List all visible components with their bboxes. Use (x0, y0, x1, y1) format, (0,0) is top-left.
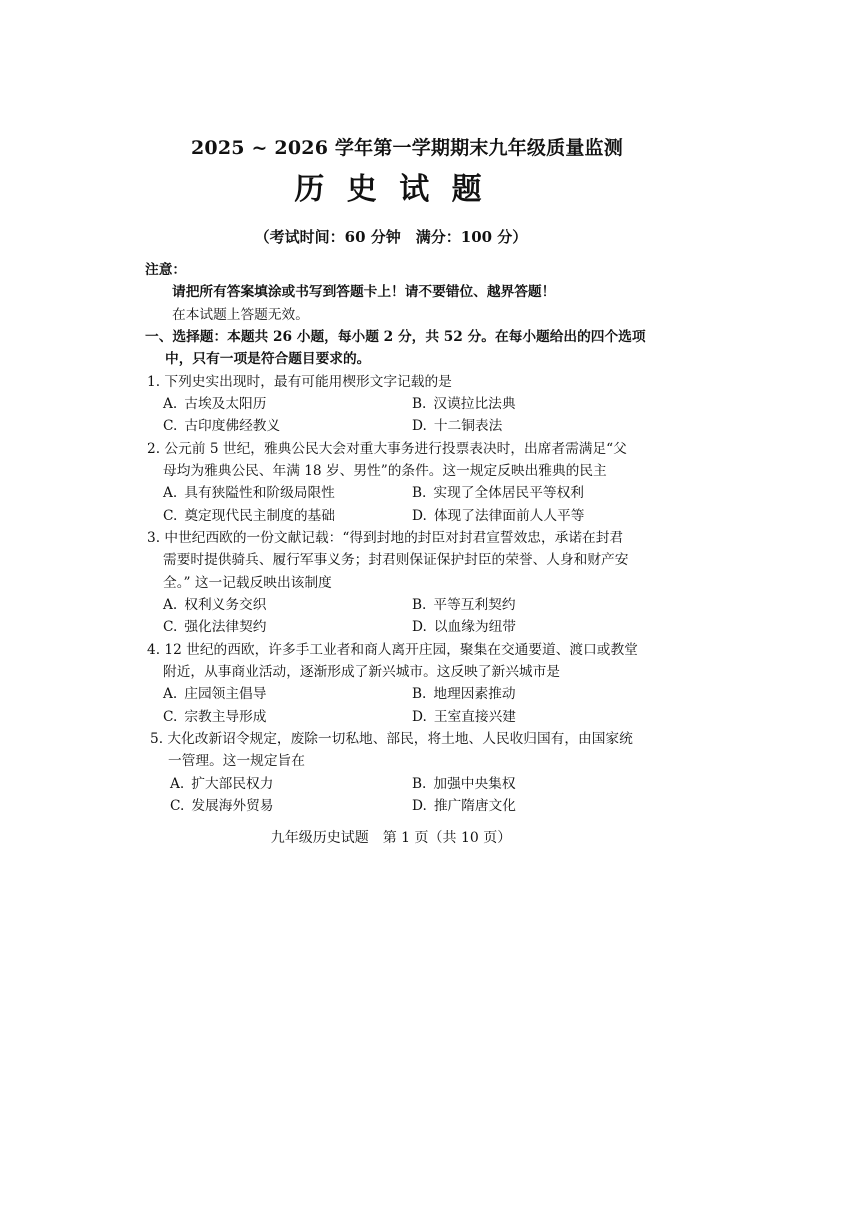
section-heading: 中，只有一项是符合题目要求的。 (165, 351, 371, 368)
option-d (412, 505, 661, 527)
exam-info: （考试时间：60 分钟 满分：100 分） (254, 228, 528, 246)
option-text: 推广隋唐文化 (433, 797, 516, 814)
question-stem: 全。” 这一记载反映出该制度 (163, 574, 332, 591)
option-label: B. (412, 686, 427, 703)
option-label: B. (412, 485, 427, 502)
option-label: D. (412, 619, 427, 636)
option-text: 古印度佛经教义 (184, 418, 281, 435)
option-text: 体现了法律面前人人平等 (433, 507, 585, 524)
option-text: 发展海外贸易 (191, 797, 274, 814)
options-row (145, 415, 705, 437)
option-text: 庄园领主倡导 (184, 686, 267, 703)
option-text: 汉谟拉比法典 (433, 395, 516, 412)
option-label: C. (163, 708, 178, 725)
option-label: A. (163, 596, 178, 613)
options-row (145, 482, 705, 504)
option-c (163, 415, 412, 437)
option-c (170, 795, 412, 817)
option-d (412, 795, 661, 817)
option-a (163, 482, 412, 504)
option-b (412, 773, 661, 795)
option-label: D. (412, 507, 427, 524)
option-d (412, 706, 661, 728)
option-label: A. (170, 775, 185, 792)
option-label: C. (170, 797, 185, 814)
options-row (145, 505, 705, 527)
page-footer: 九年级历史试题 第 1 页（共 10 页） (270, 830, 512, 846)
question-stem: 1. 下列史实出现时，最有可能用楔形文字记载的是 (147, 373, 452, 390)
option-label: D. (412, 708, 427, 725)
question-stem: 需要时提供骑兵、履行军事义务；封君则保证保护封臣的荣誉、人身和财产安 (163, 552, 629, 569)
option-label: C. (163, 619, 178, 636)
option-label: B. (412, 395, 427, 412)
options-row (145, 773, 705, 795)
question-stem: 附近，从事商业活动，逐渐形成了新兴城市。这反映了新兴城市是 (163, 663, 560, 680)
option-text: 强化法律契约 (184, 619, 267, 636)
option-a (163, 683, 412, 705)
option-a (170, 773, 412, 795)
options-row (145, 795, 705, 817)
option-label: A. (163, 485, 178, 502)
option-text: 加强中央集权 (433, 775, 516, 792)
options-row (145, 393, 705, 415)
option-d (412, 415, 661, 437)
option-c (163, 616, 412, 638)
options-row (145, 594, 705, 616)
option-text: 具有狭隘性和阶级局限性 (184, 485, 335, 502)
option-b (412, 482, 661, 504)
option-text: 王室直接兴建 (433, 708, 516, 725)
option-label: C. (163, 507, 178, 524)
option-text: 权利义务交织 (184, 596, 267, 613)
option-text: 十二铜表法 (433, 418, 503, 435)
option-c (163, 706, 412, 728)
option-text: 扩大部民权力 (191, 775, 274, 792)
question-stem: 5. 大化改新诏令规定，废除一切私地、部民，将土地、人民收归国有，由国家统 (150, 730, 633, 747)
option-text: 古埃及太阳历 (184, 395, 267, 412)
question-stem: 母均为雅典公民、年满 18 岁、男性”的条件。这一规定反映出雅典的民主 (163, 462, 607, 479)
option-text: 奠定现代民主制度的基础 (184, 507, 335, 524)
option-b (412, 683, 661, 705)
option-text: 平等互利契约 (433, 596, 516, 613)
option-text: 宗教主导形成 (184, 708, 267, 725)
section-heading: 一、选择题：本题共 26 小题，每小题 2 分，共 52 分。在每小题给出的四个选项 (145, 328, 646, 345)
question-stem: 2. 公元前 5 世纪，雅典公民大会对重大事务进行投票表决时，出席者需满足“父 (147, 440, 627, 457)
option-label: B. (412, 775, 427, 792)
notice-label: 注意： (145, 262, 187, 278)
option-c (163, 505, 412, 527)
option-b (412, 393, 661, 415)
option-label: A. (163, 395, 178, 412)
options-row (145, 683, 705, 705)
notice-line: 在本试题上答题无效。 (172, 306, 309, 323)
question-stem: 3. 中世纪西欧的一份文献记载：“得到封地的封臣对封君宣誓效忠，承诺在封君 (147, 529, 624, 546)
question-stem: 一管理。这一规定旨在 (168, 753, 305, 770)
option-label: D. (412, 797, 427, 814)
option-text: 地理因素推动 (433, 686, 516, 703)
options-row (145, 706, 705, 728)
option-label: A. (163, 686, 178, 703)
option-a (163, 393, 412, 415)
option-text: 以血缘为纽带 (433, 619, 516, 636)
exam-body (145, 259, 705, 817)
notice-line: 请把所有答案填涂或书写到答题卡上！请不要错位、越界答题！ (172, 284, 556, 301)
option-label: D. (412, 418, 427, 435)
question-stem: 4. 12 世纪的西欧，许多手工业者和商人离开庄园，聚集在交通要道、渡口或教堂 (147, 641, 638, 658)
option-text: 实现了全体居民平等权利 (433, 485, 584, 502)
option-d (412, 616, 661, 638)
option-label: C. (163, 418, 178, 435)
subject-title: 历 史 试 题 (294, 172, 488, 207)
option-label: B. (412, 596, 427, 613)
option-a (163, 594, 412, 616)
exam-title: 2025 ~ 2026 学年第一学期期末九年级质量监测 (191, 137, 623, 159)
options-row (145, 616, 705, 638)
option-b (412, 594, 661, 616)
